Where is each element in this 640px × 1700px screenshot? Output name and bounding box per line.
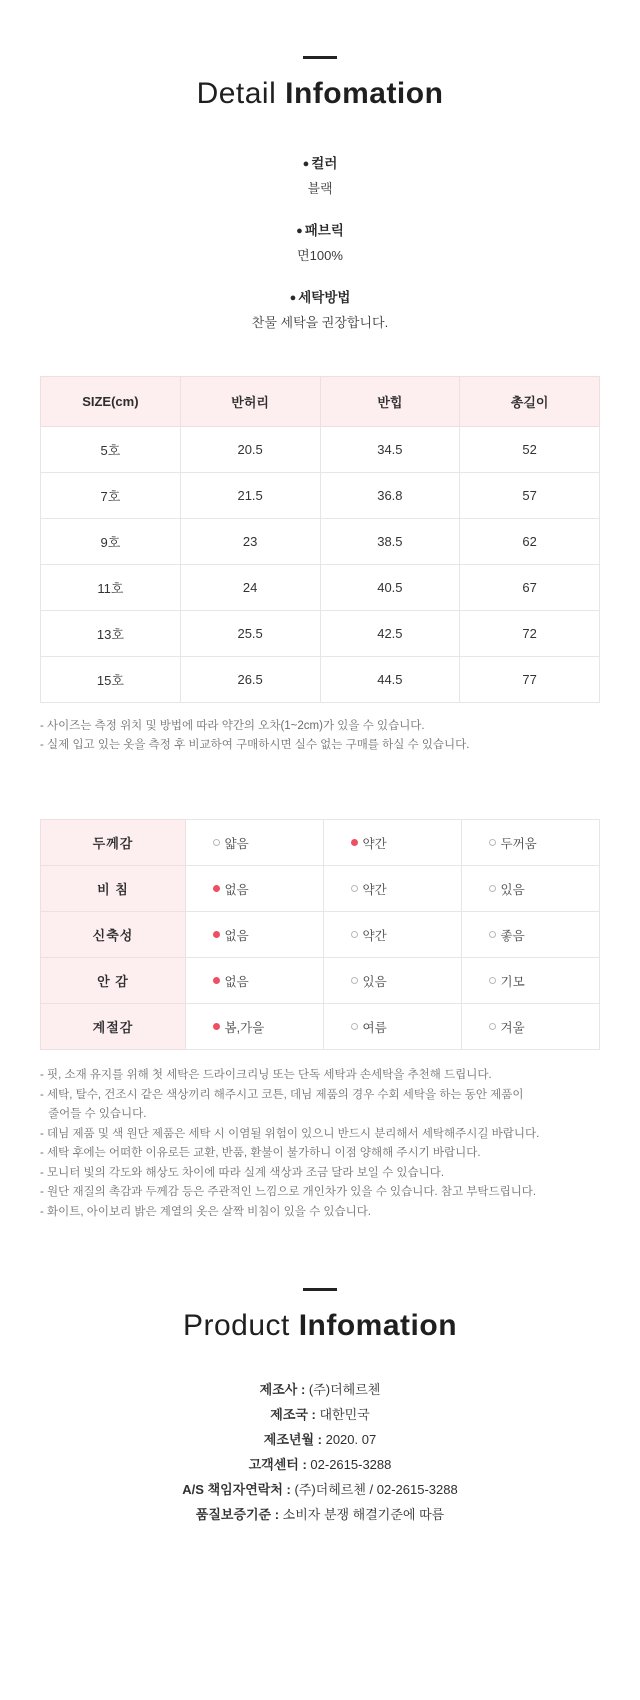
radio-icon[interactable]: [489, 1023, 496, 1030]
option-label: 있음: [500, 882, 525, 897]
size-cell-label: 11호: [41, 565, 181, 611]
option-label: 없음: [224, 974, 249, 989]
product-info-value: 2020. 07: [325, 1432, 377, 1447]
radio-icon[interactable]: [213, 839, 220, 846]
attribute-option-cell[interactable]: [324, 1004, 462, 1050]
attribute-option-cell[interactable]: [462, 958, 600, 1004]
product-info-key: A/S 책임자연락처 :: [182, 1482, 295, 1497]
attribute-option-cell[interactable]: [462, 866, 600, 912]
attribute-label: 계절감: [41, 1004, 186, 1050]
table-row: [41, 958, 600, 1004]
size-cell-length: 77: [460, 657, 600, 703]
size-cell-waist: 25.5: [180, 611, 320, 657]
size-cell-length: 57: [460, 473, 600, 519]
intro-label-text: 컬러: [311, 156, 338, 171]
product-title-bold: Infomation: [298, 1309, 458, 1342]
product-info-row: [0, 1477, 640, 1502]
size-notes: [40, 717, 600, 755]
attribute-label: 비 침: [41, 866, 186, 912]
radio-icon[interactable]: [351, 885, 358, 892]
product-info-value: (주)더헤르첸: [308, 1382, 381, 1397]
size-cell-hip: 34.5: [320, 427, 460, 473]
intro-value: 면100%: [297, 248, 343, 263]
option-label: 좋음: [500, 928, 525, 943]
radio-icon[interactable]: [489, 931, 496, 938]
product-information-section: [0, 1288, 640, 1587]
attribute-option-cell[interactable]: [462, 1004, 600, 1050]
radio-icon-selected[interactable]: [213, 977, 220, 984]
intro-label: [0, 153, 640, 176]
table-row: [41, 427, 600, 473]
bullet-icon: ●: [296, 225, 303, 237]
size-cell-waist: 21.5: [180, 473, 320, 519]
size-cell-label: 7호: [41, 473, 181, 519]
size-note-line: - 실제 입고 있는 옷을 측정 후 비교하여 구매하시면 실수 없는 구매를 하실 수 있습니다.: [40, 739, 470, 751]
radio-icon-selected[interactable]: [351, 839, 358, 846]
attribute-option-cell[interactable]: [186, 912, 324, 958]
size-table-header-cell: 반허리: [180, 377, 320, 427]
size-cell-length: 67: [460, 565, 600, 611]
bullet-icon: ●: [289, 292, 297, 304]
size-cell-waist: 20.5: [180, 427, 320, 473]
intro-label-text: 패브릭: [304, 223, 344, 238]
care-note-line: - 세탁, 탈수, 건조시 같은 색상끼리 해주시고 코튼, 데님 제품의 경우 수회 세탁을 하는 동안 제품이: [40, 1088, 524, 1101]
page-title: [0, 77, 640, 111]
option-label: 기모: [500, 974, 525, 989]
attribute-table-wrapper: [40, 819, 600, 1050]
size-table-header-cell: 총길이: [460, 377, 600, 427]
size-cell-waist: 26.5: [180, 657, 320, 703]
table-row: [41, 912, 600, 958]
attribute-option-cell[interactable]: [186, 1004, 324, 1050]
option-label: 봄,가을: [224, 1020, 265, 1035]
attribute-option-cell[interactable]: [462, 912, 600, 958]
attribute-option-cell[interactable]: [462, 820, 600, 866]
product-info-row: [0, 1502, 640, 1527]
product-info-value: 02-2615-3288: [310, 1457, 392, 1472]
intro-group-color: [0, 153, 640, 200]
option-label: 약간: [362, 928, 387, 943]
bullet-icon: ●: [302, 158, 310, 170]
care-note-line: - 세탁 후에는 어떠한 이유로든 교환, 반품, 환불이 불가하니 이점 양해해 주시기 바랍니다.: [40, 1147, 481, 1159]
size-cell-label: 5호: [41, 427, 181, 473]
radio-icon[interactable]: [489, 839, 496, 846]
radio-icon-selected[interactable]: [213, 1023, 220, 1030]
size-cell-length: 52: [460, 427, 600, 473]
detail-information-header: [0, 0, 640, 111]
care-notes: [40, 1066, 600, 1222]
intro-label-text: 세탁방법: [298, 290, 351, 305]
option-label: 없음: [224, 928, 249, 943]
care-note-line: - 모니터 빛의 각도와 해상도 차이에 따라 실계 색상과 조금 달라 보일 수 있습니다.: [40, 1166, 445, 1179]
radio-icon[interactable]: [351, 977, 358, 984]
table-row: [41, 611, 600, 657]
product-info-list: [0, 1377, 640, 1587]
option-label: 얇음: [224, 836, 249, 851]
intro-label: [0, 287, 640, 310]
option-label: 약간: [362, 882, 387, 897]
product-title-light: Product: [182, 1309, 299, 1342]
product-info-row: [0, 1377, 640, 1402]
radio-icon[interactable]: [489, 977, 496, 984]
size-cell-waist: 24: [180, 565, 320, 611]
intro-label: [0, 220, 640, 243]
option-label: 여름: [362, 1020, 387, 1035]
size-cell-label: 13호: [41, 611, 181, 657]
product-info-row: [0, 1427, 640, 1452]
intro-group-fabric: [0, 220, 640, 267]
option-label: 없음: [224, 882, 249, 897]
product-info-value: 대한민국: [319, 1407, 370, 1422]
table-row: [41, 820, 600, 866]
radio-icon[interactable]: [351, 1023, 358, 1030]
intro-value: 찬물 세탁을 권장합니다.: [251, 315, 389, 330]
option-label: 약간: [362, 836, 387, 851]
care-note-line: 줄어들 수 있습니다.: [48, 1108, 147, 1120]
option-label: 겨울: [500, 1020, 525, 1035]
care-note-line: - 화이트, 아이보리 밝은 계열의 옷은 살짝 비침이 있을 수 있습니다.: [40, 1205, 372, 1218]
product-info-value: (주)더헤르첸 / 02-2615-3288: [294, 1482, 458, 1497]
table-row: [41, 1004, 600, 1050]
table-row: [41, 657, 600, 703]
size-cell-label: 15호: [41, 657, 181, 703]
attribute-option-cell[interactable]: [324, 820, 462, 866]
attribute-option-cell[interactable]: [324, 912, 462, 958]
attribute-label: 신축성: [41, 912, 186, 958]
product-info-key: 품질보증기준 :: [195, 1507, 283, 1522]
header-rule: [303, 1288, 337, 1291]
product-info-key: 제조사 :: [259, 1382, 309, 1397]
attribute-label: 안 감: [41, 958, 186, 1004]
page-title-bold: Infomation: [285, 77, 444, 110]
attribute-option-cell[interactable]: [324, 866, 462, 912]
page-title-light: Detail: [196, 77, 286, 110]
intro-spec-list: [0, 153, 640, 334]
option-label: 있음: [362, 974, 387, 989]
intro-value: 블랙: [307, 181, 333, 196]
product-info-key: 제조년월 :: [263, 1432, 326, 1447]
attribute-option-cell[interactable]: [186, 958, 324, 1004]
product-title: [0, 1309, 640, 1343]
radio-icon[interactable]: [351, 931, 358, 938]
size-cell-hip: 44.5: [320, 657, 460, 703]
size-cell-waist: 23: [180, 519, 320, 565]
product-info-row: [0, 1402, 640, 1427]
header-rule: [303, 56, 337, 59]
size-note-line: - 사이즈는 측정 위치 및 방법에 따라 약간의 오차(1~2cm)가 있을 수 있습니다.: [40, 720, 425, 732]
table-row: [41, 565, 600, 611]
size-table-header-row: [41, 377, 600, 427]
radio-icon-selected[interactable]: [213, 931, 220, 938]
radio-icon-selected[interactable]: [213, 885, 220, 892]
size-table: [40, 376, 600, 703]
product-info-key: 고객센터 :: [248, 1457, 311, 1472]
size-cell-hip: 36.8: [320, 473, 460, 519]
product-info-row: [0, 1452, 640, 1477]
size-cell-length: 72: [460, 611, 600, 657]
care-note-line: - 원단 재질의 촉감과 두께감 등은 주관적인 느낌으로 개인차가 있을 수 있습니다. 참고 부탁드립니다.: [40, 1186, 537, 1198]
intro-group-wash: [0, 287, 640, 334]
attribute-table: [40, 819, 600, 1050]
size-cell-length: 62: [460, 519, 600, 565]
care-note-line: - 데님 제품 및 색 원단 제품은 세탁 시 이염될 위험이 있으니 반드시 분리해서 세탁해주시길 바랍니다.: [40, 1127, 540, 1140]
size-cell-hip: 38.5: [320, 519, 460, 565]
attribute-option-cell[interactable]: [186, 866, 324, 912]
size-cell-label: 9호: [41, 519, 181, 565]
size-table-header-cell: 반힙: [320, 377, 460, 427]
table-row: [41, 473, 600, 519]
size-table-header-cell: SIZE(cm): [41, 377, 181, 427]
product-info-value: 소비자 분쟁 해결기준에 따름: [282, 1507, 445, 1522]
care-note-line: - 핏, 소재 유지를 위해 첫 세탁은 드라이크리닝 또는 단독 세탁과 손세탁을 추천해 드립니다.: [40, 1069, 492, 1081]
attribute-option-cell[interactable]: [324, 958, 462, 1004]
table-row: [41, 866, 600, 912]
size-cell-hip: 40.5: [320, 565, 460, 611]
attribute-option-cell[interactable]: [186, 820, 324, 866]
option-label: 두꺼움: [500, 836, 537, 851]
attribute-label: 두께감: [41, 820, 186, 866]
size-cell-hip: 42.5: [320, 611, 460, 657]
product-info-key: 제조국 :: [270, 1407, 320, 1422]
size-table-wrapper: [40, 376, 600, 703]
radio-icon[interactable]: [489, 885, 496, 892]
table-row: [41, 519, 600, 565]
